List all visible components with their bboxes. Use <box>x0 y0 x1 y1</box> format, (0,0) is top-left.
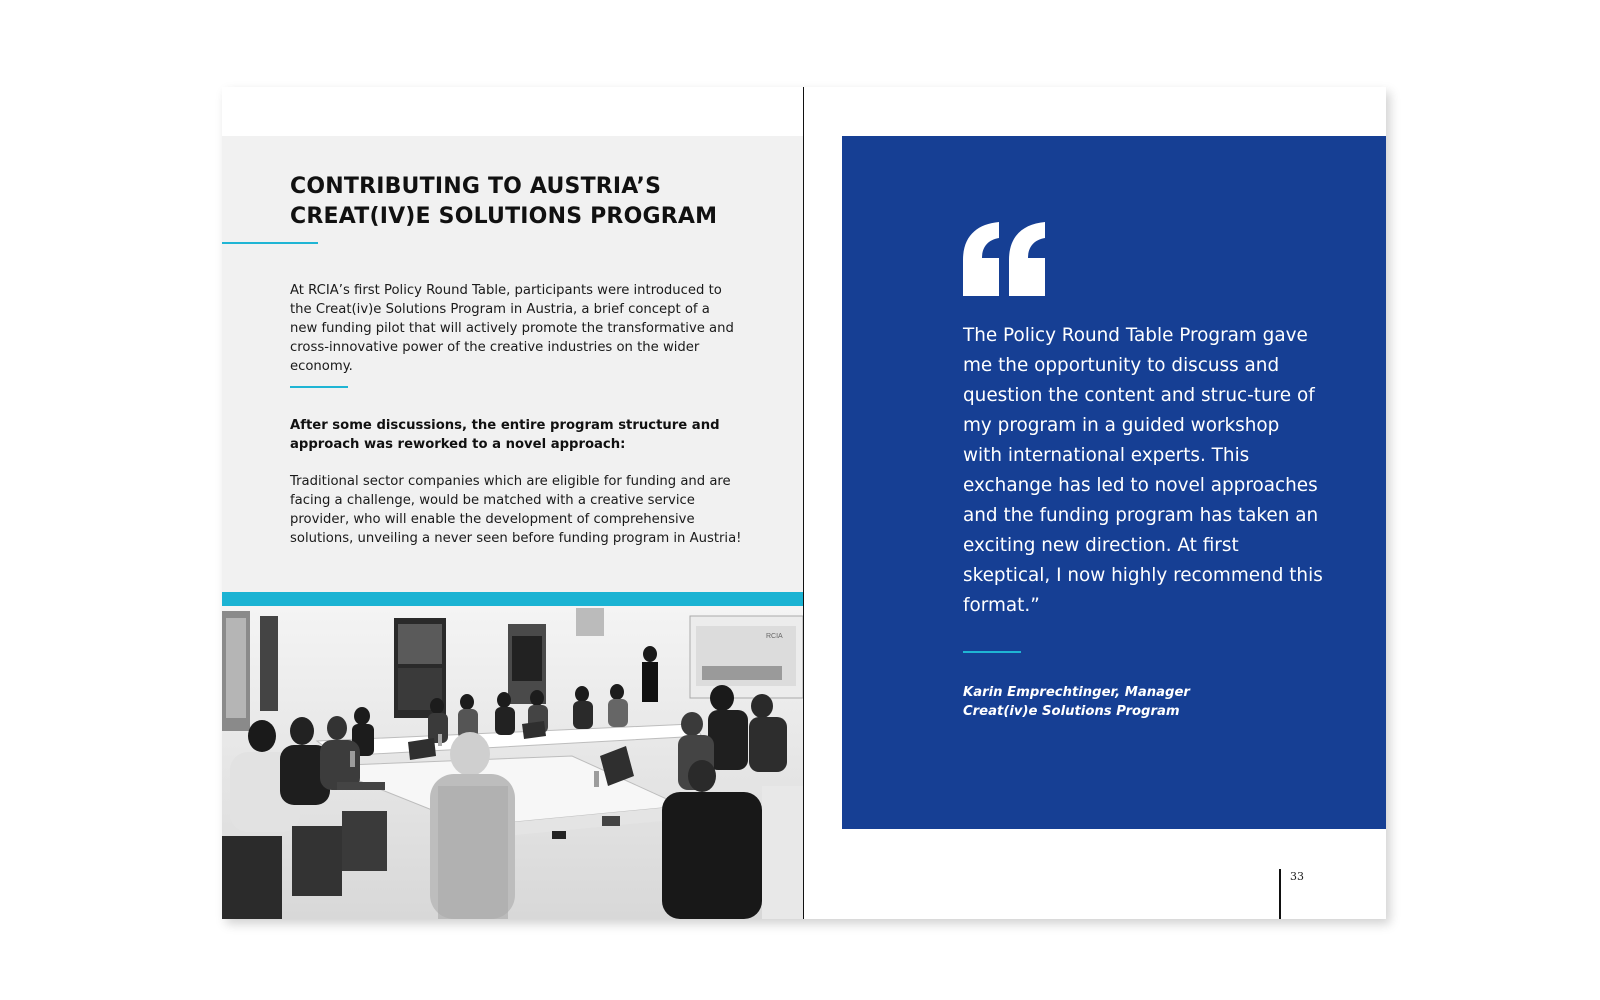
testimonial-quote: The Policy Round Table Program gave me the opportunity to discuss and question the content and struc-ture of my program in a guided workshop with international experts. This exchange has led to novel approaches and the funding program has taken an exciting new direction. At first skeptical, I now highly recommend this format.” <box>963 325 1323 616</box>
brochure-spread <box>222 87 1386 919</box>
page-number-rule <box>1279 869 1281 919</box>
heading-line-2: CREAT(IV)E SOLUTIONS PROGRAM <box>290 204 718 229</box>
intro-paragraph: At RCIA’s first Policy Round Table, participants were introduced to the Creat(iv)e Solutions Program in Austria, a brief concept of a new funding pilot that will actively promote the transformative and cross-innovative power of the creative industries on the wider economy. <box>290 283 734 374</box>
quote-mark-icon <box>963 222 1047 296</box>
quote-divider <box>963 651 1021 653</box>
section-divider <box>290 386 348 388</box>
quote-attribution: Karin Emprechtinger, Manager Creat(iv)e Solutions Program <box>963 685 1190 719</box>
slide-label: RCIA <box>766 633 783 640</box>
workshop-photo <box>222 606 803 919</box>
subheading: After some discussions, the entire program structure and approach was reworked to a novel approach: <box>290 418 720 452</box>
page-number: 33 <box>1290 870 1304 883</box>
text-panel <box>222 136 803 592</box>
page-heading <box>290 172 770 232</box>
heading-divider <box>222 242 318 244</box>
left-page <box>222 87 803 919</box>
quote-panel <box>842 136 1386 829</box>
right-page <box>804 87 1386 919</box>
body-paragraph: Traditional sector companies which are eligible for funding and are facing a challenge, would be matched with a creative service provider, who will enable the development of comprehensive solutions, unveiling a never seen before funding program in Austria! <box>290 474 742 546</box>
accent-bar <box>222 592 803 606</box>
heading-line-1: CONTRIBUTING TO AUSTRIA’S <box>290 174 662 199</box>
